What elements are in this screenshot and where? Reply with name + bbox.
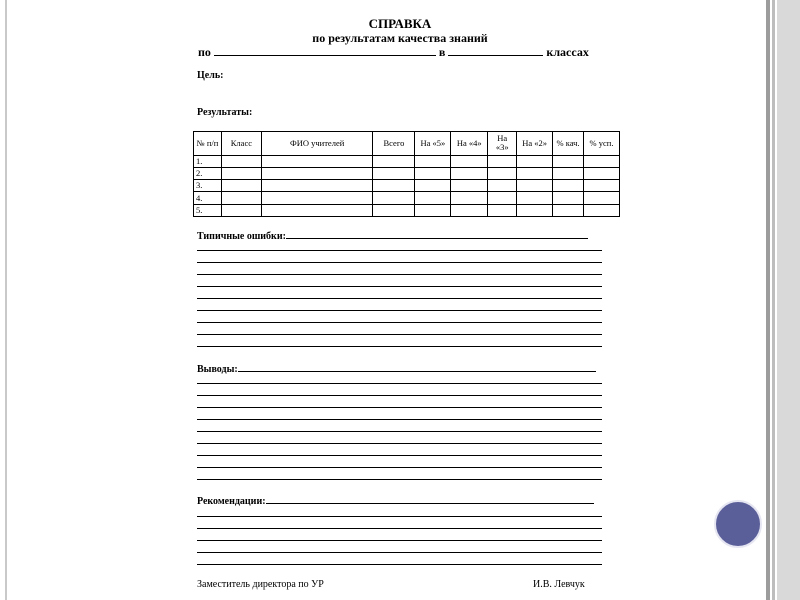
row-number: 1. (194, 155, 222, 167)
conclusions-lines[interactable] (197, 383, 602, 480)
table-row (194, 180, 620, 192)
row-number: 4. (194, 192, 222, 204)
errors-label: Типичные ошибки: (197, 231, 286, 242)
line3-prefix: по (198, 45, 211, 59)
col-header: ФИО учителей (261, 132, 373, 156)
recommendations-blank[interactable] (266, 494, 594, 504)
col-header: На «2» (517, 132, 553, 156)
errors-blank[interactable] (286, 229, 588, 239)
doc-title: СПРАВКА (368, 16, 432, 31)
recommendations-label: Рекомендации: (197, 496, 266, 507)
slide-left-border (5, 0, 7, 600)
goal-label: Цель: (197, 70, 224, 81)
col-header: На «5» (415, 132, 451, 156)
col-header: Всего (373, 132, 415, 156)
doc-subtitle: по результатам качества знаний (312, 31, 488, 45)
col-header: На «3» (488, 132, 517, 156)
table-row (194, 167, 620, 179)
col-header: Класс (221, 132, 261, 156)
errors-heading (197, 229, 588, 242)
line3-suffix: классах (546, 45, 589, 59)
col-header: % кач. (553, 132, 584, 156)
row-number: 5. (194, 204, 222, 216)
errors-lines[interactable] (197, 250, 602, 347)
subject-blank[interactable] (214, 45, 436, 56)
signature-position: Заместитель директора по УР (197, 579, 324, 590)
table-row (194, 155, 620, 167)
conclusions-label: Выводы: (197, 364, 238, 375)
line3-mid: в (438, 45, 446, 59)
classes-blank[interactable] (448, 45, 543, 56)
doc-line3 (198, 45, 618, 60)
recommendations-lines[interactable] (197, 516, 602, 565)
conclusions-heading (197, 362, 596, 375)
table-header-row (194, 132, 620, 156)
table-row (194, 192, 620, 204)
conclusions-blank[interactable] (238, 362, 596, 372)
col-header: На «4» (451, 132, 488, 156)
col-header: % усп. (584, 132, 620, 156)
slide-right-border (766, 0, 800, 600)
results-table (193, 131, 620, 217)
nav-circle-button[interactable] (714, 500, 762, 548)
row-number: 2. (194, 167, 222, 179)
results-label: Результаты: (197, 107, 253, 118)
col-header: № п/п (194, 132, 222, 156)
table-row (194, 204, 620, 216)
signature-name: И.В. Левчук (533, 579, 585, 590)
recommendations-heading (197, 494, 594, 507)
row-number: 3. (194, 180, 222, 192)
